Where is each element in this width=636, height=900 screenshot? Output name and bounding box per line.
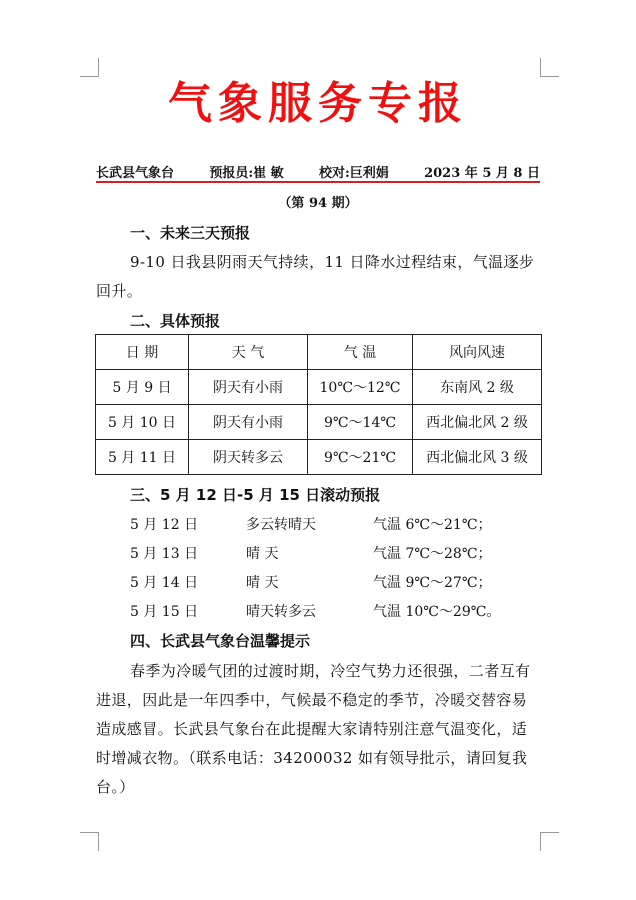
forecast-table [95,334,542,475]
header-wind: 风向风速 [413,335,542,370]
info-line [96,162,540,181]
red-rule [96,181,540,183]
crop-mark-bottom-right [540,832,559,851]
cell-weather: 阴天转多云 [189,440,308,475]
rolling-date: 5 月 13 日 [130,546,199,562]
rolling-weather: 晴 天 [246,575,279,591]
rolling-date: 5 月 12 日 [130,517,199,533]
cell-temperature: 10℃～12℃ [308,370,413,405]
rolling-weather: 多云转晴天 [246,517,316,533]
header-weather: 天 气 [189,335,308,370]
issue-number: （第 94 期） [278,196,358,211]
section3-heading: 三、5 月 12 日-5 月 15 日滚动预报 [130,486,381,504]
cell-date: 5 月 9 日 [96,370,189,405]
rolling-temperature: 气温 9℃～27℃； [373,575,492,591]
issuing-organization: 长武县气象台 [96,166,175,181]
rolling-weather: 晴 天 [246,546,279,562]
table-row [96,370,542,405]
rolling-temperature: 气温 7℃～28℃； [373,546,492,562]
masthead-title: 气象服务专报 [168,78,468,129]
rolling-date: 5 月 14 日 [130,575,199,591]
cell-temperature: 9℃～14℃ [308,405,413,440]
header-temperature: 气 温 [308,335,413,370]
section1-text: 9-10 日我县阴雨天气持续，11 日降水过程结束，气温逐步回升。 [96,253,535,300]
section1-heading: 一、未来三天预报 [130,224,251,242]
header-date: 日 期 [96,335,189,370]
cell-wind: 东南风 2 级 [413,370,542,405]
table-header-row [96,335,542,370]
cell-wind: 西北偏北风 3 级 [413,440,542,475]
rolling-temperature: 气温 10℃～29℃。 [373,604,501,620]
cell-wind: 西北偏北风 2 级 [413,405,542,440]
checker: 校对:巨利娟 [318,166,389,181]
issue-date: 2023 年 5 月 8 日 [424,166,540,181]
section2-heading: 二、具体预报 [130,312,221,330]
rolling-weather: 晴天转多云 [246,604,316,620]
cell-weather: 阴天有小雨 [189,370,308,405]
cell-date: 5 月 11 日 [96,440,189,475]
rolling-temperature: 气温 6℃～21℃； [373,517,492,533]
table-row [96,440,542,475]
cell-date: 5 月 10 日 [96,405,189,440]
section4-heading: 四、长武县气象台温馨提示 [130,632,311,650]
crop-mark-bottom-left [80,832,99,851]
table-row [96,405,542,440]
cell-temperature: 9℃～21℃ [308,440,413,475]
forecaster: 预报员:崔 敏 [209,166,284,181]
section4-text: 春季为冷暖气团的过渡时期，冷空气势力还很强，二者互有进退，因此是一年四季中，气候最不稳定的季节，冷暖交替容易造成感冒。长武县气象台在此提醒大家请特别注意气温变化，适时增减衣物。（联系电话：34200032 如有领导批示，请回复我台。） [96,662,531,796]
cell-weather: 阴天有小雨 [189,405,308,440]
rolling-date: 5 月 15 日 [130,604,199,620]
